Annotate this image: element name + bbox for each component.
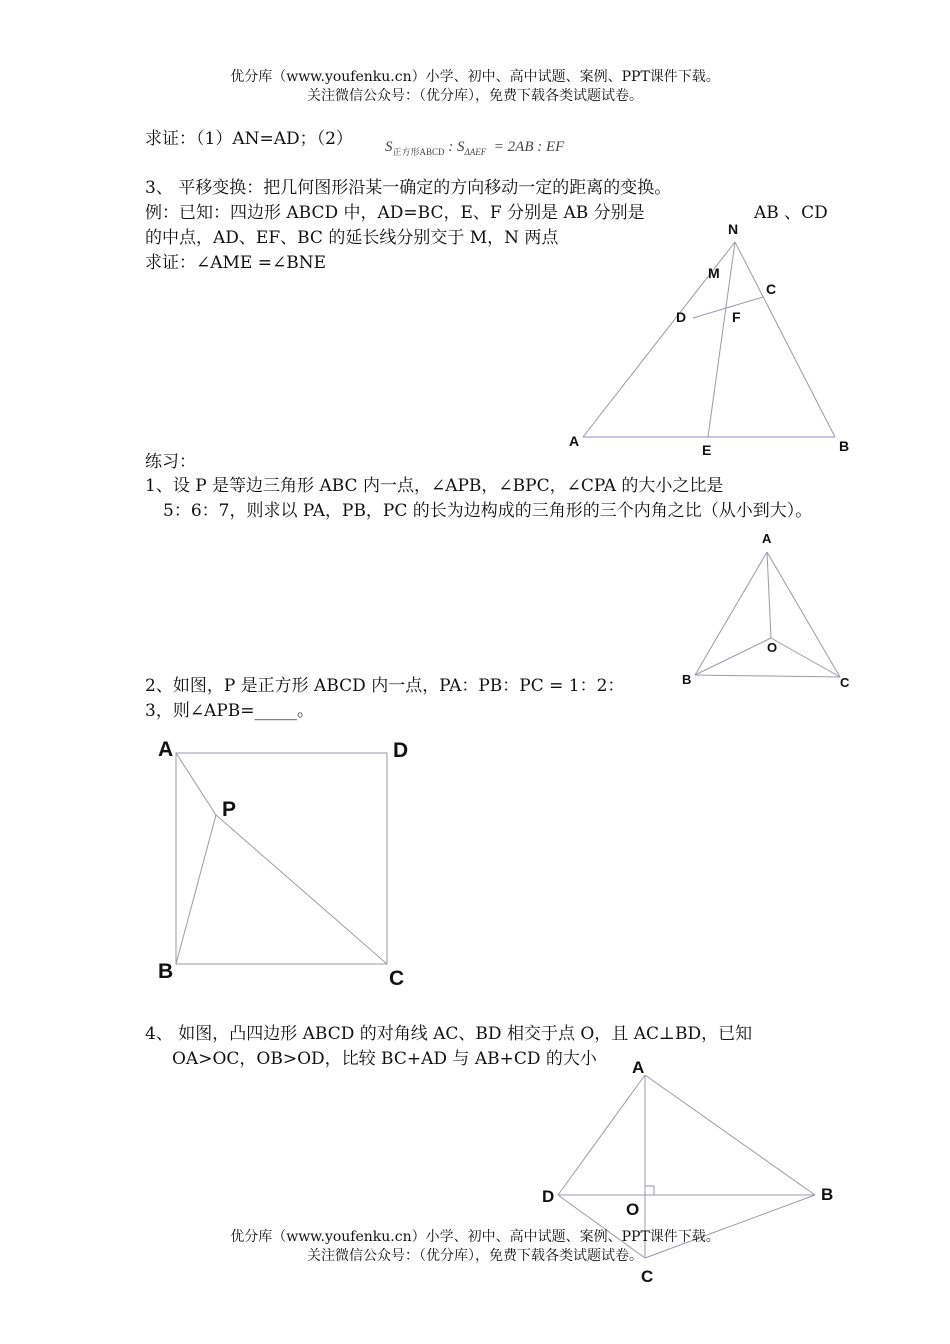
practice-q4-line1: 4、 如图，凸四边形 ABCD 的对角线 AC、BD 相交于点 O，且 AC⊥BD，已知 <box>145 1024 753 1044</box>
label-F: F <box>732 309 741 325</box>
label-O-q1: O <box>767 640 778 655</box>
figure-translation-labels <box>569 221 849 458</box>
figure-q2-square <box>176 753 387 964</box>
square-ABCD <box>176 753 387 964</box>
label-O-q4: O <box>626 1200 640 1219</box>
segment-AB-q1 <box>695 552 767 675</box>
label-B-q4: B <box>821 1185 834 1204</box>
segment-DC <box>693 297 763 318</box>
segment-BC-q1 <box>695 675 840 677</box>
section3-prove: 求证：∠AME =∠BNE <box>145 253 327 273</box>
practice-q1-line1: 1、设 P 是等边三角形 ABC 内一点，∠APB，∠BPC，∠CPA 的大小之比是 <box>145 476 724 496</box>
page-header-line1: 优分库（www.youfenku.cn）小学、初中、高中试题、案例、PPT课件下载。 <box>230 69 720 85</box>
label-C-q2: C <box>389 967 405 990</box>
segment-AP <box>176 753 216 815</box>
practice-q4-line2: OA>OC，OB>OD，比较 BC+AD 与 AB+CD 的大小 <box>172 1049 597 1069</box>
practice-q2-line2: 3，则∠APB=_____。 <box>145 701 315 721</box>
figure-q1-labels <box>682 531 850 690</box>
label-A: A <box>569 433 580 449</box>
segment-AC-q1 <box>767 552 840 677</box>
label-C: C <box>766 281 777 297</box>
page-footer-line2: 关注微信公众号：（优分库），免费下载各类试题试卷。 <box>307 1248 643 1264</box>
section3-example-line1-tail: AB 、CD <box>754 203 828 223</box>
label-B-q2: B <box>158 960 174 983</box>
formula-colon: : <box>448 139 454 155</box>
label-B: B <box>839 438 850 454</box>
section3-title: 3、 平移变换：把几何图形沿某一确定的方向移动一定的距离的变换。 <box>145 178 672 198</box>
proof-prefix: 求证：（1）AN=AD；（2） <box>145 129 353 149</box>
label-D-q2: D <box>393 739 409 762</box>
label-A-q4: A <box>632 1058 645 1077</box>
segment-CP <box>216 815 387 964</box>
formula-sub1: 正方形ABCD <box>392 147 445 157</box>
label-A-q1: A <box>762 531 772 546</box>
segment-BP <box>176 815 216 964</box>
label-C-q1: C <box>840 675 850 690</box>
label-C-q4: C <box>641 1267 654 1286</box>
formula-s2: S <box>457 139 465 155</box>
label-A-q2: A <box>158 738 174 761</box>
section3-example-line2: 的中点，AD、EF、BC 的延长线分别交于 M，N 两点 <box>145 228 559 248</box>
figure-q1-triangle <box>695 552 840 677</box>
right-angle-mark <box>645 1186 654 1195</box>
segment-CO-q1 <box>771 638 840 677</box>
label-D-q4: D <box>542 1187 555 1206</box>
practice-heading: 练习： <box>145 452 196 472</box>
figure-q2-labels <box>158 738 408 990</box>
segment-AO-q1 <box>767 552 771 638</box>
page-footer-line1: 优分库（www.youfenku.cn）小学、初中、高中试题、案例、PPT课件下载。 <box>230 1229 720 1245</box>
label-E: E <box>702 442 712 458</box>
practice-q1-line2: 5：6：7，则求以 PA，PB，PC 的长为边构成的三角形的三个内角之比（从小到大）。 <box>163 501 813 521</box>
segment-AD-q4 <box>558 1075 645 1195</box>
label-N: N <box>728 221 739 237</box>
practice-q2-line1: 2、如图，P 是正方形 ABCD 内一点，PA：PB：PC = 1：2： <box>145 676 625 696</box>
label-B-q1: B <box>682 672 692 687</box>
segment-BN <box>735 242 835 437</box>
formula-rhs: = 2AB : EF <box>493 139 565 155</box>
label-M: M <box>708 265 720 281</box>
formula-s1: S <box>385 139 393 155</box>
formula-sub2: ΔAEF <box>464 147 487 157</box>
label-D: D <box>676 309 687 325</box>
label-P-q2: P <box>222 798 237 821</box>
section3-example-line1: 例：已知：四边形 ABCD 中，AD=BC，E、F 分别是 AB 分别是 <box>145 203 645 223</box>
page-header-line2: 关注微信公众号：（优分库），免费下载各类试题试卷。 <box>307 88 643 104</box>
segment-AB-q4 <box>645 1075 815 1195</box>
